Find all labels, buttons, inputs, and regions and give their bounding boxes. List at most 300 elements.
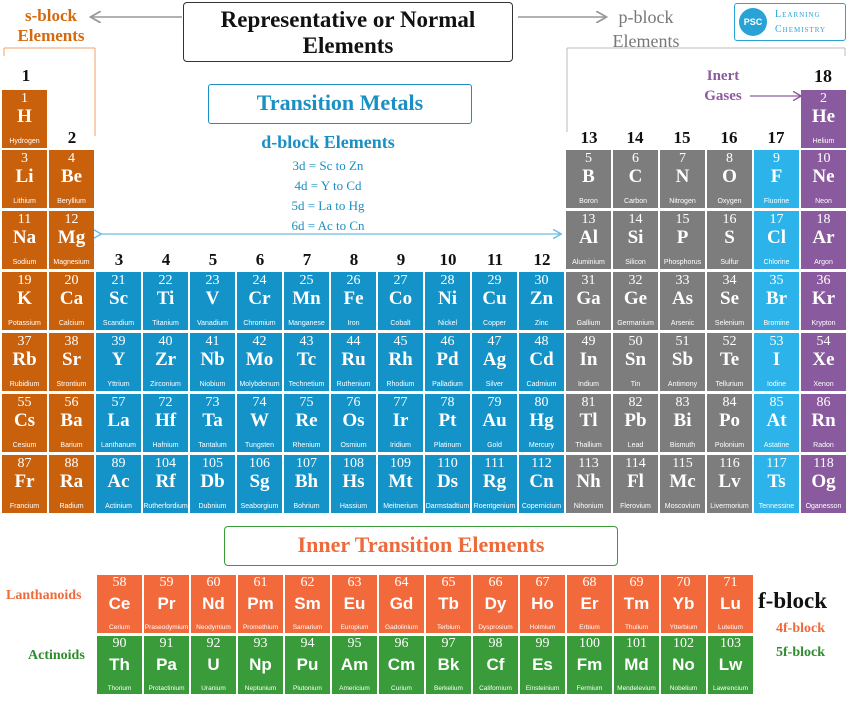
element-name: Vanadium bbox=[196, 320, 228, 327]
element-cell-pt bbox=[425, 394, 470, 452]
element-name: Arsenic bbox=[670, 320, 695, 327]
element-name: Lawrencium bbox=[712, 685, 749, 692]
element-name: Tennessine bbox=[758, 503, 795, 510]
s-block-line1: s-block bbox=[25, 6, 77, 25]
element-name: Magnesium bbox=[53, 259, 90, 266]
atomic-number: 104 bbox=[155, 456, 176, 471]
atomic-number: 92 bbox=[206, 636, 221, 651]
element-cell-se bbox=[707, 272, 752, 330]
atomic-number: 26 bbox=[346, 273, 361, 288]
element-name: Holmium bbox=[529, 624, 556, 631]
4f-block-label: 4f-block bbox=[776, 621, 825, 636]
element-symbol: Ho bbox=[531, 594, 554, 613]
atomic-number: 17 bbox=[769, 212, 784, 227]
element-name: Neon bbox=[815, 198, 832, 205]
page-title-line2: Elements bbox=[302, 33, 394, 58]
element-symbol: Fl bbox=[627, 471, 644, 492]
element-cell-b bbox=[566, 150, 611, 208]
element-cell-yb bbox=[661, 575, 706, 633]
atomic-number: 115 bbox=[672, 456, 693, 471]
element-cell-fm bbox=[567, 636, 612, 694]
element-symbol: C bbox=[628, 166, 643, 187]
element-cell-pm bbox=[238, 575, 283, 633]
atomic-number: 5 bbox=[585, 151, 592, 166]
element-cell-fr bbox=[2, 455, 47, 513]
element-name: Americium bbox=[339, 685, 370, 692]
atomic-number: 71 bbox=[723, 575, 738, 590]
element-cell-p bbox=[660, 211, 705, 269]
atomic-number: 43 bbox=[299, 334, 314, 349]
series-3d: 3d = Sc to Zn bbox=[292, 158, 364, 173]
atomic-number: 2 bbox=[820, 91, 827, 106]
atomic-number: 89 bbox=[111, 456, 126, 471]
element-cell-ca bbox=[49, 272, 94, 330]
element-symbol: Bi bbox=[673, 410, 692, 431]
element-cell-pa bbox=[144, 636, 189, 694]
element-cell-mn bbox=[284, 272, 329, 330]
element-cell-k bbox=[2, 272, 47, 330]
atomic-number: 15 bbox=[675, 212, 690, 227]
element-name: Plutonium bbox=[293, 685, 322, 692]
element-cell-bk bbox=[426, 636, 471, 694]
element-name: Thorium bbox=[107, 685, 132, 692]
element-name: Europium bbox=[340, 624, 369, 631]
element-cell-pb bbox=[613, 394, 658, 452]
element-name: Gold bbox=[487, 442, 502, 449]
atomic-number: 27 bbox=[393, 273, 408, 288]
element-name: Seaborgium bbox=[240, 503, 279, 510]
element-symbol: Hs bbox=[342, 471, 365, 492]
element-cell-og bbox=[801, 455, 846, 513]
element-symbol: Ra bbox=[59, 471, 84, 492]
element-cell-sm bbox=[285, 575, 330, 633]
atomic-number: 7 bbox=[679, 151, 686, 166]
element-symbol: Md bbox=[624, 655, 649, 674]
atomic-number: 60 bbox=[206, 575, 221, 590]
inert-line1: Inert bbox=[706, 68, 740, 84]
element-name: Dubnium bbox=[198, 503, 227, 510]
element-symbol: Al bbox=[579, 227, 598, 248]
atomic-number: 33 bbox=[675, 273, 690, 288]
element-cell-ce bbox=[97, 575, 142, 633]
element-name: Oganesson bbox=[805, 503, 842, 510]
d-block-subtitle: d-block Elements bbox=[261, 132, 395, 152]
element-symbol: Cl bbox=[767, 227, 786, 248]
element-symbol: Si bbox=[627, 227, 644, 248]
element-cell-co bbox=[378, 272, 423, 330]
atomic-number: 84 bbox=[722, 395, 737, 410]
element-cell-fe bbox=[331, 272, 376, 330]
atomic-number: 9 bbox=[773, 151, 780, 166]
element-name: Bromine bbox=[763, 320, 790, 327]
element-symbol: Ba bbox=[60, 410, 83, 431]
element-symbol: No bbox=[672, 655, 695, 674]
element-name: Bohrium bbox=[293, 503, 320, 510]
element-cell-n bbox=[660, 150, 705, 208]
element-symbol: Rg bbox=[482, 471, 507, 492]
atomic-number: 79 bbox=[487, 395, 502, 410]
element-name: Lithium bbox=[13, 198, 36, 205]
element-symbol: Au bbox=[482, 410, 507, 431]
element-cell-lw bbox=[708, 636, 753, 694]
element-cell-c bbox=[613, 150, 658, 208]
element-cell-rb bbox=[2, 333, 47, 391]
element-symbol: N bbox=[675, 166, 690, 187]
group-number-12: 12 bbox=[533, 250, 551, 269]
element-symbol: Rf bbox=[155, 471, 176, 492]
element-symbol: Lw bbox=[718, 655, 743, 674]
element-cell-po bbox=[707, 394, 752, 452]
element-cell-ir bbox=[378, 394, 423, 452]
element-cell-th bbox=[97, 636, 142, 694]
element-cell-h bbox=[2, 90, 47, 148]
element-name: Tellurium bbox=[715, 381, 744, 388]
group-number-14: 14 bbox=[626, 128, 644, 147]
atomic-number: 52 bbox=[722, 334, 737, 349]
element-name: Dysprosium bbox=[478, 624, 513, 631]
element-cell-dy bbox=[473, 575, 518, 633]
element-symbol: Te bbox=[719, 349, 740, 370]
atomic-number: 90 bbox=[112, 636, 127, 651]
element-cell-tm bbox=[614, 575, 659, 633]
element-cell-md bbox=[614, 636, 659, 694]
element-name: Hydrogen bbox=[9, 138, 40, 145]
element-cell-ti bbox=[143, 272, 188, 330]
atomic-number: 113 bbox=[578, 456, 599, 471]
element-cell-cr bbox=[237, 272, 282, 330]
element-symbol: Lv bbox=[718, 471, 741, 492]
element-cell-rg bbox=[472, 455, 517, 513]
element-cell-ts bbox=[754, 455, 799, 513]
element-symbol: Np bbox=[249, 655, 272, 674]
element-symbol: S bbox=[724, 227, 735, 248]
p-block-line1: p-block bbox=[618, 7, 674, 27]
atomic-number: 69 bbox=[629, 575, 644, 590]
element-name: Mercury bbox=[528, 442, 555, 449]
element-name: Silicon bbox=[625, 259, 646, 266]
element-name: Protactinium bbox=[148, 685, 185, 692]
series-4d: 4d = Y to Cd bbox=[294, 178, 362, 193]
element-cell-bh bbox=[284, 455, 329, 513]
atomic-number: 23 bbox=[205, 273, 220, 288]
element-name: Nitrogen bbox=[669, 198, 696, 205]
element-cell-os bbox=[331, 394, 376, 452]
atomic-number: 74 bbox=[252, 395, 267, 410]
element-cell-ds bbox=[425, 455, 470, 513]
element-symbol: Pm bbox=[247, 594, 274, 613]
element-symbol: Tl bbox=[579, 410, 598, 431]
element-symbol: I bbox=[772, 349, 781, 370]
atomic-number: 100 bbox=[579, 636, 600, 651]
element-cell-ag bbox=[472, 333, 517, 391]
element-symbol: Cs bbox=[13, 410, 36, 431]
element-cell-sc bbox=[96, 272, 141, 330]
element-name: Radium bbox=[59, 503, 84, 510]
element-cell-ni bbox=[425, 272, 470, 330]
element-cell-re bbox=[284, 394, 329, 452]
element-name: Platinum bbox=[433, 442, 462, 449]
element-name: Helium bbox=[812, 138, 835, 145]
atomic-number: 59 bbox=[159, 575, 174, 590]
element-symbol: He bbox=[811, 106, 836, 127]
element-cell-la bbox=[96, 394, 141, 452]
group-number-4: 4 bbox=[161, 250, 171, 269]
atomic-number: 73 bbox=[205, 395, 220, 410]
group-number-10: 10 bbox=[439, 250, 457, 269]
element-cell-sr bbox=[49, 333, 94, 391]
element-cell-sn bbox=[613, 333, 658, 391]
atomic-number: 63 bbox=[347, 575, 362, 590]
element-cell-er bbox=[567, 575, 612, 633]
element-name: Chlorine bbox=[763, 259, 790, 266]
group-number-3: 3 bbox=[114, 250, 124, 269]
element-name: Uranium bbox=[201, 685, 226, 692]
atomic-number: 111 bbox=[484, 456, 505, 471]
element-cell-u bbox=[191, 636, 236, 694]
element-cell-br bbox=[754, 272, 799, 330]
element-name: Cerium bbox=[109, 624, 130, 631]
atomic-number: 93 bbox=[253, 636, 268, 651]
element-name: Barium bbox=[60, 442, 83, 449]
element-name: Manganese bbox=[288, 320, 325, 327]
atomic-number: 32 bbox=[628, 273, 643, 288]
element-name: Cesium bbox=[12, 442, 37, 449]
element-symbol: Sg bbox=[249, 471, 270, 492]
element-name: Nihonium bbox=[573, 503, 604, 510]
element-name: Lutetium bbox=[718, 624, 743, 631]
element-symbol: Tm bbox=[623, 594, 650, 613]
atomic-number: 22 bbox=[158, 273, 173, 288]
element-cell-nb bbox=[190, 333, 235, 391]
element-symbol: F bbox=[770, 166, 783, 187]
element-name: Iridium bbox=[389, 442, 411, 449]
element-symbol: Pd bbox=[436, 349, 459, 370]
element-name: Technetium bbox=[288, 381, 325, 388]
atomic-number: 49 bbox=[581, 334, 596, 349]
element-name: Francium bbox=[9, 503, 40, 510]
element-cell-es bbox=[520, 636, 565, 694]
element-symbol: Y bbox=[111, 349, 126, 370]
atomic-number: 8 bbox=[726, 151, 733, 166]
element-name: Silver bbox=[485, 381, 504, 388]
element-symbol: Cd bbox=[529, 349, 554, 370]
element-symbol: Li bbox=[15, 166, 34, 187]
element-name: Copper bbox=[483, 320, 506, 327]
element-name: Nickel bbox=[437, 320, 458, 327]
atomic-number: 20 bbox=[64, 273, 79, 288]
element-cell-at bbox=[754, 394, 799, 452]
element-name: Bismuth bbox=[669, 442, 696, 449]
element-symbol: Sr bbox=[62, 349, 81, 370]
element-symbol: Ds bbox=[436, 471, 459, 492]
element-cell-y bbox=[96, 333, 141, 391]
element-cell-be bbox=[49, 150, 94, 208]
element-symbol: Zn bbox=[529, 288, 554, 309]
element-symbol: Ta bbox=[202, 410, 223, 431]
element-name: Gadolinium bbox=[385, 624, 418, 631]
element-name: Ruthenium bbox=[336, 381, 371, 388]
atomic-number: 83 bbox=[675, 395, 690, 410]
element-symbol: Zr bbox=[154, 349, 177, 370]
element-name: Fermium bbox=[576, 685, 603, 692]
atomic-number: 19 bbox=[17, 273, 32, 288]
element-symbol: Se bbox=[720, 288, 739, 309]
element-cell-zn bbox=[519, 272, 564, 330]
element-symbol: Cr bbox=[248, 288, 271, 309]
element-symbol: B bbox=[582, 166, 595, 187]
element-cell-lv bbox=[707, 455, 752, 513]
atomic-number: 1 bbox=[21, 91, 28, 106]
element-name: Cadmium bbox=[526, 381, 557, 388]
element-name: Strontium bbox=[56, 381, 87, 388]
element-name: Livermorium bbox=[710, 503, 749, 510]
element-name: Oxygen bbox=[717, 198, 742, 205]
element-cell-he bbox=[801, 90, 846, 148]
atomic-number: 65 bbox=[441, 575, 456, 590]
atomic-number: 76 bbox=[346, 395, 361, 410]
element-name: Gallium bbox=[576, 320, 601, 327]
element-symbol: Pb bbox=[624, 410, 647, 431]
element-cell-mt bbox=[378, 455, 423, 513]
element-cell-kr bbox=[801, 272, 846, 330]
atomic-number: 102 bbox=[673, 636, 694, 651]
element-symbol: Ru bbox=[341, 349, 366, 370]
element-cell-ac bbox=[96, 455, 141, 513]
element-name: Roentgenium bbox=[473, 503, 516, 510]
element-cell-bi bbox=[660, 394, 705, 452]
atomic-number: 114 bbox=[625, 456, 646, 471]
atomic-number: 44 bbox=[346, 334, 361, 349]
atomic-number: 30 bbox=[534, 273, 549, 288]
element-name: Calcium bbox=[58, 320, 85, 327]
element-name: Einsteinium bbox=[525, 685, 560, 692]
element-cell-f bbox=[754, 150, 799, 208]
element-symbol: Ge bbox=[623, 288, 648, 309]
group-number-1: 1 bbox=[21, 66, 31, 85]
element-cell-ne bbox=[801, 150, 846, 208]
element-name: Fluorine bbox=[763, 198, 790, 205]
element-symbol: Mg bbox=[57, 227, 86, 248]
psc-logo-circle: PSC bbox=[739, 8, 767, 36]
element-cell-lu bbox=[708, 575, 753, 633]
atomic-number: 118 bbox=[813, 456, 834, 471]
group-number-11: 11 bbox=[486, 250, 504, 269]
element-symbol: Cn bbox=[529, 471, 554, 492]
element-cell-as bbox=[660, 272, 705, 330]
s-block-line2: Elements bbox=[17, 26, 85, 45]
element-name: Argon bbox=[814, 259, 833, 266]
element-name: Mendelevium bbox=[617, 685, 656, 692]
element-cell-w bbox=[237, 394, 282, 452]
element-cell-db bbox=[190, 455, 235, 513]
element-symbol: Sn bbox=[624, 349, 647, 370]
atomic-number: 54 bbox=[816, 334, 831, 349]
atomic-number: 56 bbox=[64, 395, 79, 410]
element-symbol: Mc bbox=[669, 471, 696, 492]
atomic-number: 41 bbox=[205, 334, 220, 349]
element-symbol: Og bbox=[811, 471, 836, 492]
element-name: Beryllium bbox=[57, 198, 86, 205]
element-name: Iodine bbox=[766, 381, 787, 388]
element-symbol: Db bbox=[200, 471, 225, 492]
element-symbol: Na bbox=[12, 227, 37, 248]
element-symbol: Ir bbox=[392, 410, 409, 431]
element-symbol: Lu bbox=[720, 594, 741, 613]
element-symbol: As bbox=[671, 288, 694, 309]
atomic-number: 109 bbox=[390, 456, 411, 471]
element-symbol: Rb bbox=[12, 349, 37, 370]
atomic-number: 48 bbox=[534, 334, 549, 349]
atomic-number: 75 bbox=[299, 395, 314, 410]
element-name: Indium bbox=[577, 381, 599, 388]
element-cell-ra bbox=[49, 455, 94, 513]
atomic-number: 36 bbox=[816, 273, 831, 288]
group-number-15: 15 bbox=[673, 128, 691, 147]
logo-text-line2: Chemistry bbox=[775, 24, 827, 35]
element-cell-cu bbox=[472, 272, 517, 330]
atomic-number: 61 bbox=[253, 575, 268, 590]
element-name: Chromium bbox=[243, 320, 276, 327]
atomic-number: 37 bbox=[17, 334, 32, 349]
element-name: Selenium bbox=[714, 320, 745, 327]
lanthanoids-label: Lanthanoids bbox=[6, 588, 82, 603]
atomic-number: 39 bbox=[111, 334, 126, 349]
element-cell-pu bbox=[285, 636, 330, 694]
atomic-number: 34 bbox=[722, 273, 737, 288]
element-cell-sb bbox=[660, 333, 705, 391]
element-name: Zinc bbox=[534, 320, 549, 327]
atomic-number: 70 bbox=[676, 575, 691, 590]
atomic-number: 58 bbox=[112, 575, 127, 590]
element-symbol: Am bbox=[340, 655, 369, 674]
element-cell-ge bbox=[613, 272, 658, 330]
element-cell-fl bbox=[613, 455, 658, 513]
element-cell-nd bbox=[191, 575, 236, 633]
element-cell-rh bbox=[378, 333, 423, 391]
group-number-17: 17 bbox=[767, 128, 785, 147]
element-name: Sulfur bbox=[720, 259, 739, 266]
element-cell-cm bbox=[379, 636, 424, 694]
element-name: Rhenium bbox=[292, 442, 321, 449]
element-name: Meitnerium bbox=[383, 503, 418, 510]
element-name: Neodymium bbox=[196, 624, 231, 631]
element-symbol: Er bbox=[580, 594, 599, 613]
element-cell-cl bbox=[754, 211, 799, 269]
atomic-number: 45 bbox=[393, 334, 408, 349]
element-name: Germanium bbox=[617, 320, 654, 327]
element-cell-mg bbox=[49, 211, 94, 269]
element-symbol: Ce bbox=[108, 594, 131, 613]
element-cell-np bbox=[238, 636, 283, 694]
atomic-number: 95 bbox=[347, 636, 362, 651]
element-cell-ho bbox=[520, 575, 565, 633]
atomic-number: 18 bbox=[816, 212, 831, 227]
element-symbol: Sm bbox=[294, 594, 321, 613]
p-block-line2: Elements bbox=[612, 31, 680, 51]
element-symbol: Bk bbox=[437, 655, 460, 674]
element-symbol: Rh bbox=[388, 349, 413, 370]
element-name: Boron bbox=[579, 198, 598, 205]
atomic-number: 68 bbox=[582, 575, 597, 590]
element-name: Praseodymium bbox=[144, 624, 189, 631]
element-name: Molybdenum bbox=[239, 381, 280, 388]
group-number-9: 9 bbox=[396, 250, 406, 269]
element-name: Thallium bbox=[575, 442, 602, 449]
atomic-number: 108 bbox=[343, 456, 364, 471]
element-cell-pr bbox=[144, 575, 189, 633]
element-symbol: Nd bbox=[202, 594, 225, 613]
atomic-number: 25 bbox=[299, 273, 314, 288]
